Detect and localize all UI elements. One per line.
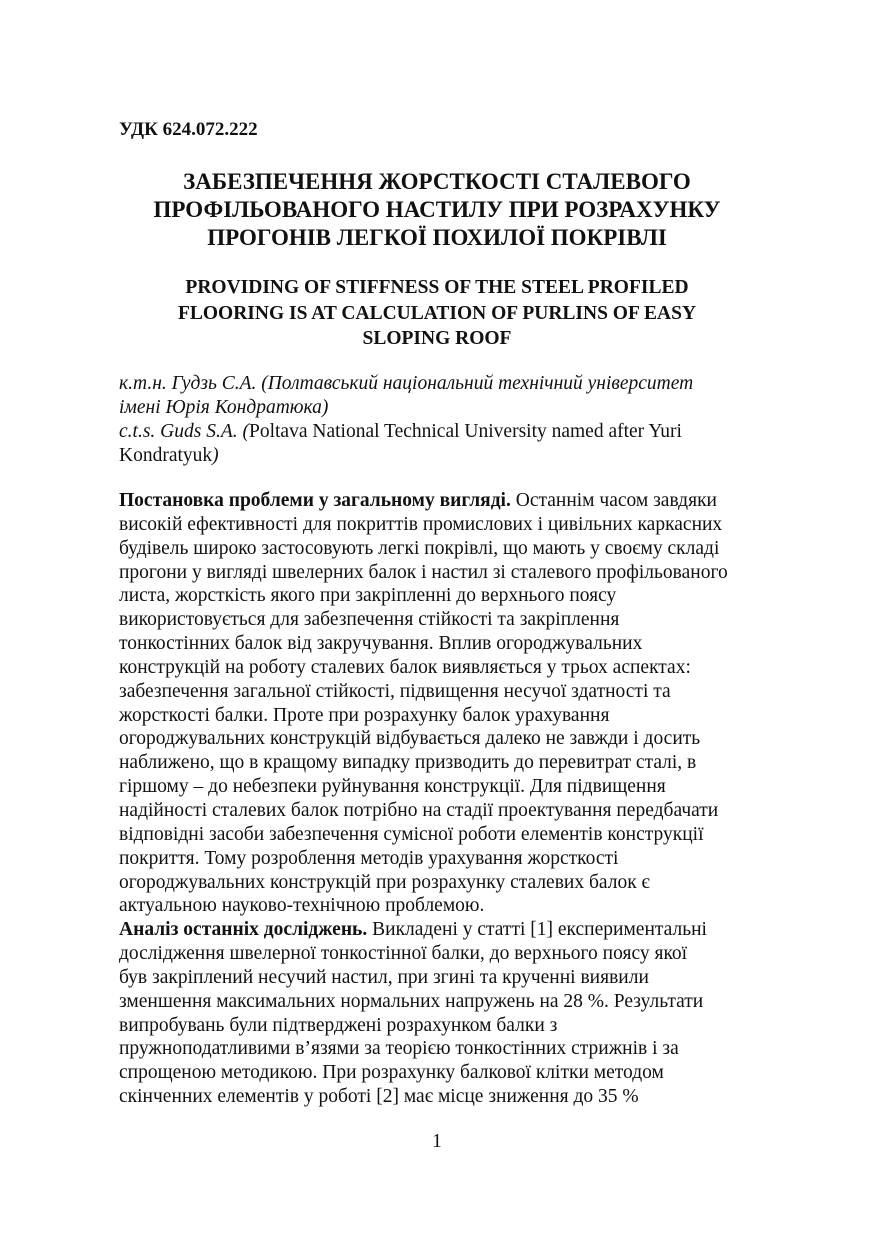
title-en-line: PROVIDING OF STIFFNESS OF THE STEEL PROFILED bbox=[185, 277, 689, 298]
author-en-close: ) bbox=[212, 445, 219, 466]
paragraph-line: зменшення максимальних нормальних напружень на 28 %. Результати bbox=[119, 990, 704, 1012]
paragraph-line: актуальною науково-технічною проблемою. bbox=[119, 895, 485, 917]
title-uk-line: ПРОФІЛЬОВАНОГО НАСТИЛУ ПРИ РОЗРАХУНКУ bbox=[153, 197, 721, 222]
author-en-affiliation-cont: Kondratyuk bbox=[119, 445, 213, 466]
body-text bbox=[119, 489, 755, 1109]
paragraph-line: випробувань були підтверджені розрахунком балки з bbox=[119, 1014, 558, 1036]
paragraph-line: спрощеною методикою. При розрахунку балкової клітки методом bbox=[119, 1062, 664, 1084]
title-ukrainian bbox=[100, 168, 774, 252]
title-en-line: SLOPING ROOF bbox=[362, 328, 512, 349]
paragraph-line: надійності сталевих балок потрібно на стадії проектування передбачати bbox=[119, 799, 719, 821]
paragraph-text: Останнім часом завдяки bbox=[510, 490, 717, 511]
author-en-line bbox=[119, 420, 755, 444]
udc-code: УДК 624.072.222 bbox=[119, 119, 258, 140]
paragraph-line: пружноподатливими в’язями за теорією тонкостінних стрижнів і за bbox=[119, 1038, 679, 1060]
title-uk-line: ЗАБЕЗПЕЧЕННЯ ЖОРСТКОСТІ СТАЛЕВОГО bbox=[183, 169, 691, 194]
paragraph-line: відповідні засоби забезпечення сумісної роботи елементів конструкції bbox=[119, 823, 704, 845]
paragraph-line: наближено, що в кращому випадку призводить до перевитрат сталі, в bbox=[119, 752, 697, 774]
paragraph-line: високій ефективності для покриттів промислових і цивільних каркасних bbox=[119, 513, 723, 535]
author-uk-line: імені Юрія Кондратюка) bbox=[119, 397, 329, 418]
paragraph-line: використовується для забезпечення стійкості та закріплення bbox=[119, 609, 620, 631]
title-english bbox=[100, 275, 774, 352]
section-heading: Аналіз останніх досліджень. bbox=[119, 919, 368, 941]
paragraph-line: будівель широко застосовують легкі покрівлі, що мають у своєму складі bbox=[119, 537, 720, 559]
title-uk-line: ПРОГОНІВ ЛЕГКОЇ ПОХИЛОЇ ПОКРІВЛІ bbox=[207, 225, 667, 250]
paragraph-line: дослідження швелерної тонкостінної балки, до верхнього поясу якої bbox=[119, 943, 688, 965]
paragraph-line: прогони у вигляді швелерних балок і настил зі сталевого профільованого bbox=[119, 561, 728, 583]
paragraph-line: листа, жорсткість якого при закріпленні до верхнього поясу bbox=[119, 585, 617, 607]
paragraph-line: забезпечення загальної стійкості, підвищення несучої здатності та bbox=[119, 680, 671, 702]
paragraph-line: був закріплений несучий настил, при згині та крученні виявили bbox=[119, 966, 649, 988]
paragraph-line: огороджувальних конструкцій при розрахунку сталевих балок є bbox=[119, 871, 650, 893]
paragraph-line: покриття. Тому розроблення методів урахування жорсткості bbox=[119, 847, 619, 869]
title-en-line: FLOORING IS AT CALCULATION OF PURLINS OF EASY bbox=[177, 302, 697, 324]
author-en-line bbox=[119, 444, 755, 468]
author-affiliations bbox=[119, 372, 755, 468]
paragraph-line: гіршому – до небезпеки руйнування конструкції. Для підвищення bbox=[119, 776, 666, 798]
author-en-affiliation: Poltava National Technical University named after Yuri bbox=[249, 421, 682, 442]
author-en-prefix: c.t.s. Guds S.A. ( bbox=[119, 421, 249, 442]
page-number: 1 bbox=[432, 1131, 442, 1152]
paragraph-text: Викладені у статті [1] експериментальні bbox=[367, 919, 707, 941]
paragraph-line: жорсткості балки. Проте при розрахунку балок урахування bbox=[119, 704, 610, 726]
paragraph-line: конструкцій на роботу сталевих балок виявляється у трьох аспектах: bbox=[119, 656, 691, 678]
section-heading: Постановка проблеми у загальному вигляді. bbox=[119, 490, 511, 511]
paragraph-line: скінченних елементів у роботі [2] має місце зниження до 35 % bbox=[119, 1086, 639, 1108]
paragraph-line bbox=[119, 489, 755, 513]
paragraph-line bbox=[119, 918, 755, 942]
paragraph-line: огороджувальних конструкцій відбувається далеко не завжди і досить bbox=[119, 728, 701, 750]
author-uk-line: к.т.н. Гудзь С.А. (Полтавський національний технічний університет bbox=[119, 373, 694, 394]
paragraph-line: тонкостінних балок від закручування. Вплив огороджувальних bbox=[119, 633, 643, 655]
